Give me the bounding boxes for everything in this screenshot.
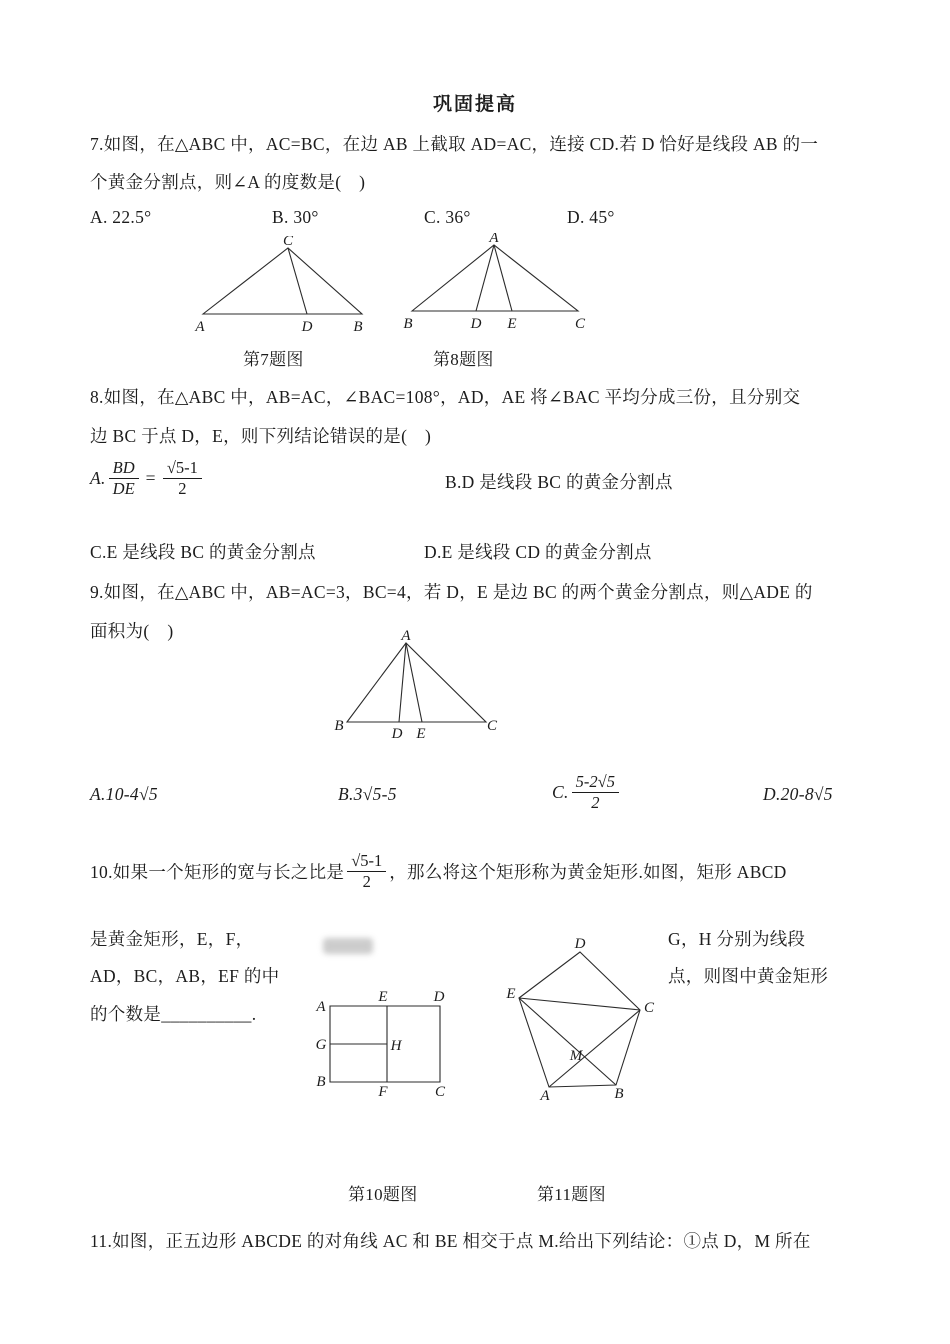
q9-text-line2: 面积为( ) — [90, 621, 174, 641]
fig9-vertex-label-b: B — [334, 718, 344, 734]
fig10-vertex-label-b: B — [316, 1074, 326, 1090]
q10-text-line1 — [90, 846, 787, 896]
q7-option-c: C. 36° — [424, 207, 471, 227]
q10-text-right2: G，H 分别为线段 — [668, 929, 806, 949]
fraction-golden-ratio — [347, 851, 386, 892]
fig11-vertex-label-c: C — [643, 1000, 655, 1016]
diagonal-ac — [549, 1010, 640, 1087]
q7-text-line2: 个黄金分割点，则∠A 的度数是( ) — [90, 172, 366, 192]
q9-option-d: D.20-8√5 — [763, 784, 833, 804]
figure-q11-pentagon — [505, 938, 670, 1106]
fig10-vertex-label-c: C — [434, 1084, 446, 1100]
q8-option-a — [90, 452, 205, 504]
fig7-vertex-label-d: D — [301, 319, 313, 335]
fraction-numerator: BD — [109, 458, 139, 479]
fraction-numerator: √5-1 — [163, 458, 202, 479]
q7-text-line1: 7.如图，在△ABC 中，AC=BC，在边 AB 上截取 AD=AC，连接 CD.若 D 恰好是线段 AB 的一 — [90, 134, 819, 154]
q10-text-right3: 点，则图中黄金矩形 — [668, 966, 829, 986]
fraction-denominator: 2 — [178, 478, 187, 498]
q10-text-left2: 是黄金矩形，E，F， — [90, 929, 254, 949]
fig9-vertex-label-a: A — [401, 630, 411, 644]
page-title: 巩固提高 — [432, 94, 517, 115]
q8-text-line2: 边 BC 于点 D，E，则下列结论错误的是( ) — [90, 426, 432, 446]
triangle-outline — [347, 643, 486, 722]
q9-option-a: A.10-4√5 — [90, 784, 158, 804]
cevian-ae — [494, 245, 512, 311]
fig10-vertex-label-g: G — [315, 1037, 327, 1053]
figure-q7-triangle — [190, 236, 375, 336]
fig11-vertex-label-b: B — [614, 1086, 624, 1102]
q7-option-a: A. 22.5° — [90, 207, 152, 227]
fraction-golden-ratio — [163, 458, 202, 499]
fraction-bd-de — [109, 458, 139, 499]
triangle-outline — [203, 248, 362, 314]
q10-text-left3: AD，BC，AB，EF 的中 — [90, 966, 280, 986]
cevian-ad — [399, 643, 406, 722]
q8-option-b: B.D 是线段 BC 的黄金分割点 — [445, 472, 673, 492]
figure-q8-triangle — [400, 233, 595, 336]
fraction-numerator: √5-1 — [347, 851, 386, 872]
cevian-ad — [476, 245, 494, 311]
fig10-vertex-label-d: D — [433, 989, 445, 1005]
pentagon-outline — [519, 952, 640, 1087]
fig8-vertex-label-e: E — [507, 316, 517, 332]
q7-option-d: D. 45° — [567, 207, 615, 227]
equals-sign: = — [145, 467, 156, 488]
fig8-vertex-label-c: C — [574, 316, 586, 332]
fraction-option-c — [572, 772, 619, 813]
q9-option-b: B.3√5-5 — [338, 784, 397, 804]
fig10-vertex-label-h: H — [390, 1038, 402, 1054]
fig9-vertex-label-d: D — [391, 726, 403, 742]
fraction-denominator: 2 — [591, 792, 600, 812]
fig10-vertex-label-a: A — [316, 999, 326, 1015]
q10-line1-post: ，那么将这个矩形称为黄金矩形.如图，矩形 ABCD — [389, 861, 787, 882]
q10-line1-pre: 10.如果一个矩形的宽与长之比是 — [90, 861, 345, 882]
fig8-vertex-label-d: D — [470, 316, 482, 332]
q10-answer-blank-line: 的个数是__________. — [90, 1004, 257, 1024]
q8-text-line1: 8.如图，在△ABC 中，AB=AC，∠BAC=108°，AD，AE 将∠BAC 平均分成三份，且分别交 — [90, 387, 801, 407]
fig11-vertex-label-d: D — [574, 938, 586, 952]
q8-option-d: D.E 是线段 CD 的黄金分割点 — [424, 542, 652, 562]
q9-option-c-label: C. — [552, 781, 569, 802]
fig10-vertex-label-e: E — [378, 989, 388, 1005]
q9-option-c — [552, 766, 622, 818]
fig9-vertex-label-e: E — [416, 726, 426, 742]
fig11-vertex-label-e: E — [506, 986, 516, 1002]
fig8-vertex-label-b: B — [403, 316, 413, 332]
fig7-vertex-label-b: B — [353, 319, 363, 335]
q9-text-line1: 9.如图，在△ABC 中，AB=AC=3，BC=4，若 D，E 是边 BC 的两个黄金分割点，则△ADE 的 — [90, 582, 813, 602]
fig7-caption: 第7题图 — [243, 350, 304, 369]
scan-artifact — [323, 938, 373, 954]
q11-text-line1: 11.如图，正五边形 ABCDE 的对角线 AC 和 BE 相交于点 M.给出下列结论：①点 D，M 所在 — [90, 1231, 811, 1251]
fig10-vertex-label-f: F — [378, 1084, 388, 1100]
fig8-vertex-label-a: A — [489, 233, 499, 246]
fig9-vertex-label-c: C — [486, 718, 498, 734]
fig10-caption: 第10题图 — [348, 1185, 418, 1204]
fig11-caption: 第11题图 — [537, 1185, 606, 1204]
fig7-vertex-label-c: C — [282, 236, 294, 249]
q8-option-a-label: A. — [90, 467, 106, 488]
figure-q10-rectangle — [312, 988, 457, 1100]
q8-option-c: C.E 是线段 BC 的黄金分割点 — [90, 542, 316, 562]
fig7-vertex-label-a: A — [195, 319, 205, 335]
fraction-denominator: 2 — [362, 871, 371, 891]
cevian-ae — [406, 643, 422, 722]
fraction-numerator: 5-2√5 — [572, 772, 619, 793]
fig8-caption: 第8题图 — [433, 350, 494, 369]
fraction-denominator: DE — [112, 478, 135, 498]
cevian-cd — [288, 248, 307, 314]
fig11-point-label-m: M — [569, 1048, 583, 1064]
diagonal-ec — [519, 998, 640, 1010]
q7-option-b: B. 30° — [272, 207, 319, 227]
figure-q9-triangle — [330, 630, 500, 748]
triangle-outline — [412, 245, 578, 311]
fig11-vertex-label-a: A — [540, 1088, 550, 1104]
